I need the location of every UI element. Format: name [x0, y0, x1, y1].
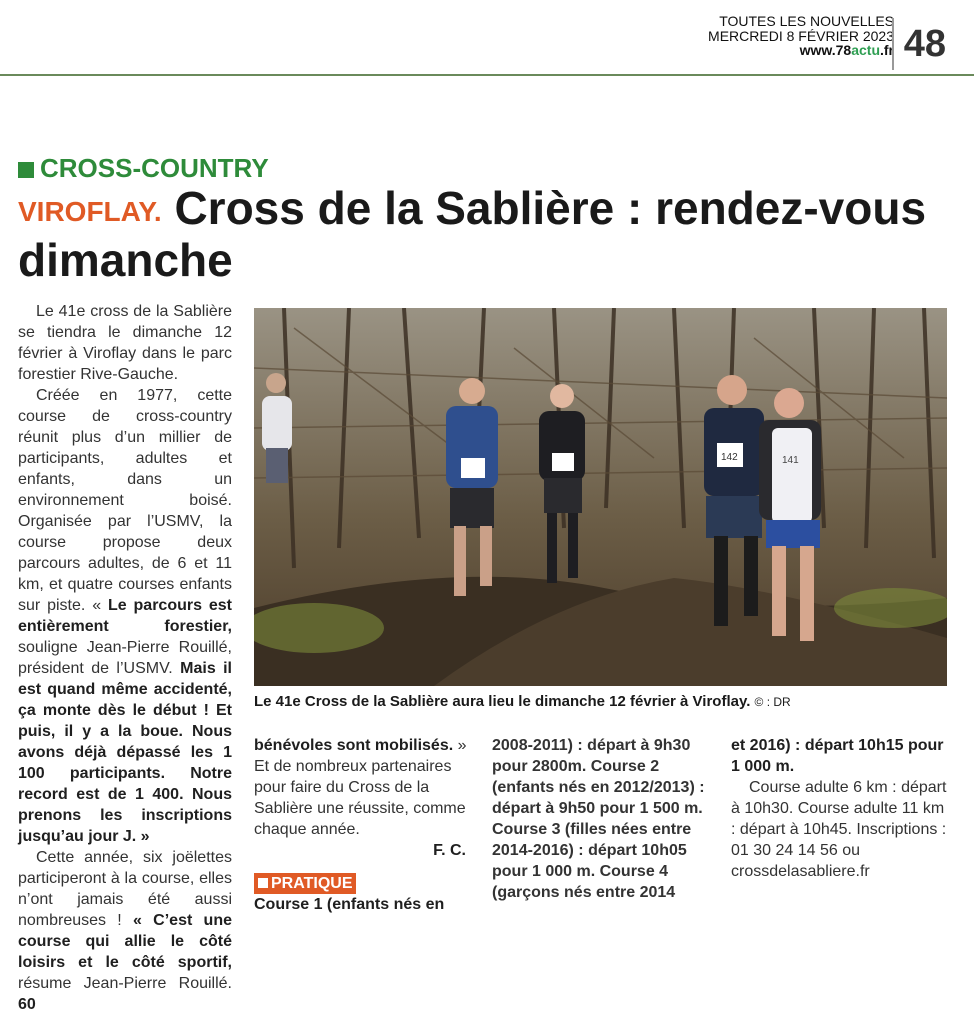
pratique-square-icon: [258, 878, 268, 888]
masthead: [708, 14, 894, 58]
caption-text: Le 41e Cross de la Sablière aura lieu le dimanche 12 février à Viroflay.: [254, 693, 751, 710]
paragraph-intro: Le 41e cross de la Sablière se tiendra le dimanche 12 février à Viroflay dans le parc forestier Rive-Gauche.: [18, 303, 232, 383]
runners-illustration: [254, 308, 947, 686]
site-accent: actu: [851, 42, 880, 59]
pratique-heading: [254, 873, 356, 894]
site-prefix: www.78: [799, 42, 852, 59]
joelettes-text: Cette année, six joëlettes participeront à la course, elles n’ont jamais été aussi nombreuses !: [18, 849, 232, 929]
paragraph-volunteers: [254, 735, 470, 840]
page-number: 48: [892, 18, 946, 70]
bib-number-141: 141: [782, 455, 799, 466]
headline: [18, 184, 958, 284]
article-column-2: [254, 735, 470, 915]
quote-part-1: Le parcours est entièrement forestier,: [18, 597, 232, 635]
quote-part-2: Mais il est quand même accidenté, ça monte dès le début ! Et puis, il y a la boue. Nous avons déjà dépassé les 1 100 participants. Notre record est de 1 400. Nous prenons les inscriptions jusqu’au jour J. »: [18, 660, 232, 845]
paragraph-history: [18, 385, 232, 847]
adult-courses-info: Course adulte 6 km : départ à 10h30. Course adulte 11 km : départ à 10h45. Inscriptions : 01 30 24 14 56 ou crossdelasabliere.fr: [731, 779, 947, 880]
paragraph-joelettes: [18, 847, 232, 1015]
history-text: Créée en 1977, cette course de cross-country réunit plus d’un millier de participants, adultes et enfants, dans un environnement boisé. Organisée par l’USMV, la course propose deux parcours adultes, de 6 et 11 km, et quatre courses enfants sur piste. «: [18, 387, 232, 614]
section-rubric: [18, 153, 269, 184]
race-photo: [254, 308, 947, 686]
photo-credit: © : DR: [754, 695, 791, 709]
site-suffix: .fr: [880, 42, 894, 59]
rubric-square-icon: [18, 162, 34, 178]
website-link[interactable]: [708, 43, 894, 58]
issue-date: MERCREDI 8 FÉVRIER 2023: [708, 27, 894, 44]
course-schedule: 2008-2011) : départ à 9h30 pour 2800m. Course 2 (enfants nés en 2012/2013) : départ à 9h50 pour 1 500 m. Course 3 (filles nées entre 2014-2016) : départ 10h05 pour 1 000 m. Course 4 (garçons nés entre 2014: [492, 737, 705, 901]
article-column-4: [731, 735, 947, 882]
author-signature: F. C.: [433, 842, 466, 859]
headline-town: VIROFLAY.: [18, 196, 162, 227]
article-column-1: [18, 301, 232, 1015]
bib-number-142: 142: [721, 452, 738, 463]
pratique-label: PRATIQUE: [271, 875, 353, 892]
attribution-1: souligne Jean-Pierre Rouillé, président de l’USMV.: [18, 639, 232, 677]
article-column-3: [492, 735, 710, 903]
publication-name: TOUTES LES NOUVELLES: [719, 13, 894, 29]
attribution-2: résume Jean-Pierre Rouillé.: [18, 975, 232, 992]
photo-caption: [254, 693, 954, 710]
volunteers-quote: bénévoles sont mobilisés.: [254, 737, 454, 754]
course-4-info: et 2016) : départ 10h15 pour 1 000 m.: [731, 737, 944, 775]
header-rule: [0, 74, 974, 76]
headline-title: Cross de la Sablière : rendez-vous dimanche: [18, 182, 927, 286]
quote-part-3: « C’est une course qui allie le côté loisirs et le côté sportif,: [18, 912, 232, 971]
partners-text: » Et de nombreux partenaires pour faire du Cross de la Sablière une réussite, comme chaque année.: [254, 737, 467, 838]
course-1-info: Course 1 (enfants nés en: [254, 896, 445, 913]
volunteer-count: 60: [18, 996, 36, 1013]
rubric-label: CROSS-COUNTRY: [40, 153, 269, 183]
